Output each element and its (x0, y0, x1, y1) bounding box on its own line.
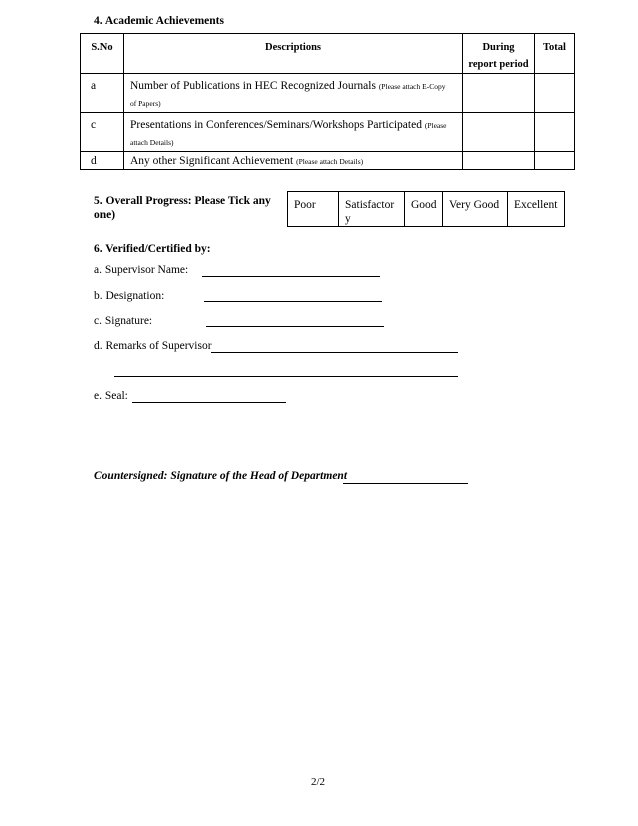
signature-label: c. Signature: (94, 315, 153, 327)
total-cell[interactable] (535, 152, 575, 170)
countersigned-signature-field[interactable] (343, 483, 468, 484)
header-total: Total (535, 34, 575, 74)
table-row (81, 74, 575, 113)
row-description: Number of Publications in HEC Recognized Journals (Please attach E-Copy of Papers) (130, 80, 446, 108)
remarks-label: d. Remarks of Supervisor (94, 340, 212, 352)
row-description: Presentations in Conferences/Seminars/Workshops Participated (Please attach Details) (130, 119, 447, 147)
header-during-report-period: During report period (463, 34, 535, 74)
option-satisfactory[interactable]: Satisfactor y (339, 192, 405, 227)
option-good[interactable]: Good (405, 192, 443, 227)
row-sno: a (91, 80, 97, 92)
table-row (81, 152, 575, 170)
during-cell[interactable] (463, 152, 535, 170)
row-sno: d (91, 155, 97, 167)
remarks-field-line-2[interactable] (114, 376, 458, 377)
seal-field[interactable] (132, 402, 286, 403)
header-descriptions: Descriptions (124, 34, 463, 74)
header-sno: S.No (81, 34, 124, 74)
during-cell[interactable] (463, 113, 535, 152)
section-6-title: 6. Verified/Certified by: (94, 243, 211, 255)
option-poor[interactable]: Poor (288, 192, 339, 227)
total-cell[interactable] (535, 113, 575, 152)
countersigned-label: Countersigned: Signature of the Head of Department (94, 470, 348, 482)
designation-field[interactable] (204, 301, 382, 302)
row-sno: c (91, 119, 97, 131)
remarks-field[interactable] (211, 352, 458, 353)
table-row (81, 113, 575, 152)
progress-options-table (287, 191, 565, 227)
option-excellent[interactable]: Excellent (508, 192, 565, 227)
designation-label: b. Designation: (94, 290, 165, 302)
supervisor-name-label: a. Supervisor Name: (94, 264, 189, 276)
seal-label: e. Seal: (94, 390, 128, 402)
section-5-title: 5. Overall Progress: Please Tick any one) (94, 195, 271, 221)
during-cell[interactable] (463, 74, 535, 113)
table-header-row (81, 34, 575, 74)
total-cell[interactable] (535, 74, 575, 113)
row-description: Any other Significant Achievement (Please attach Details) (130, 155, 364, 167)
section-4-title: 4. Academic Achievements (94, 15, 224, 27)
signature-field[interactable] (206, 326, 384, 327)
supervisor-name-field[interactable] (202, 276, 380, 277)
option-very-good[interactable]: Very Good (443, 192, 508, 227)
achievements-table (80, 33, 575, 170)
page-number: 2/2 (311, 776, 326, 788)
